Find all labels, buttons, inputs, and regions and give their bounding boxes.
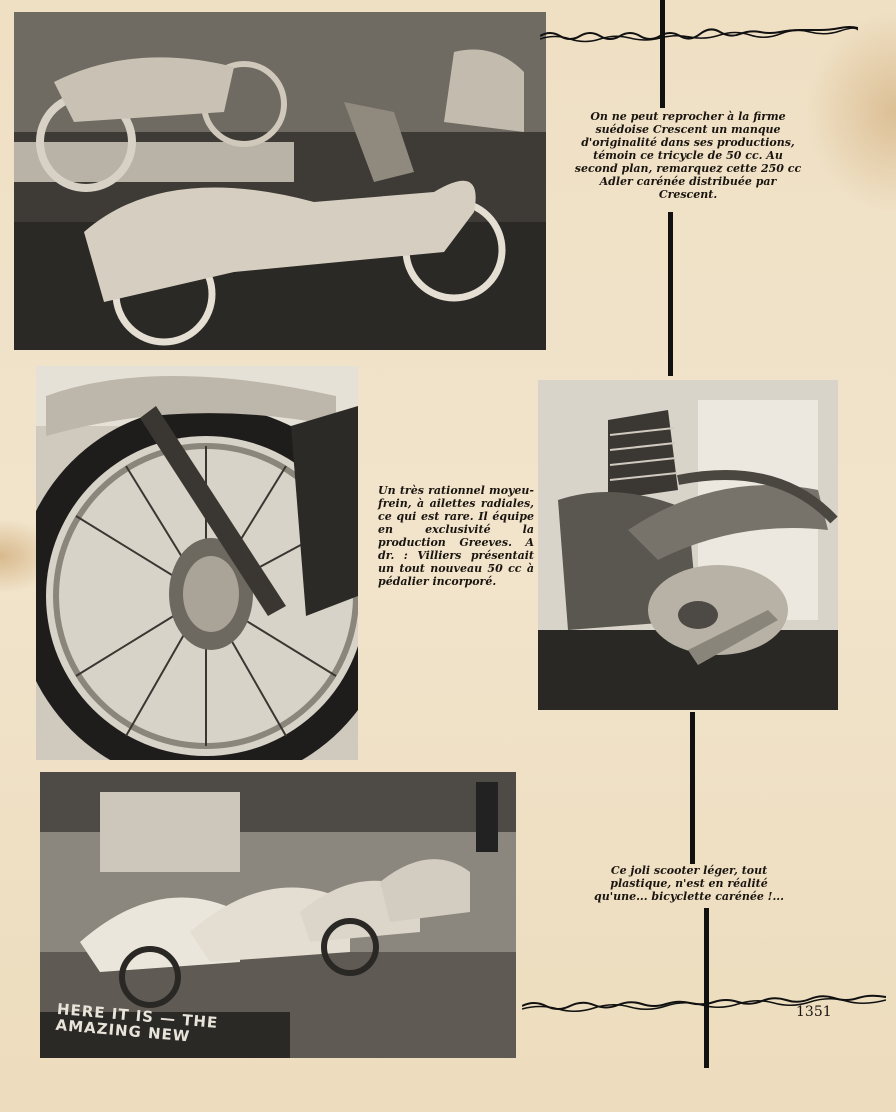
wavy-rule-top <box>540 22 858 46</box>
page-number: 1351 <box>796 1004 832 1020</box>
vertical-rule-foot <box>704 908 709 1068</box>
vertical-rule-top <box>660 0 665 108</box>
tricycle-photo <box>14 12 546 350</box>
caption-plastic-scooter: Ce joli scooter léger, tout plastique, n'est en réalité qu'une... bicyclette carénée !... <box>594 864 784 903</box>
vertical-rule-mid <box>668 212 673 376</box>
villiers-engine-photo <box>538 380 838 710</box>
hub-brake-photo <box>36 366 358 760</box>
caption-greeves-hub-brake: Un très rationnel moyeu-frein, à ailettes radiales, ce qui est rare. Il équipe en exclusivité la production Greeves. A dr. : Villiers présentait un tout nouveau 50 cc à pédalier incorporé. <box>378 484 534 588</box>
caption-crescent-tricycle: On ne peut reprocher à la firme suédoise Crescent un manque d'originalité dans ses productions, témoin ce tricycle de 50 cc. Au second plan, remarquez cette 250 cc Adler carénée distribuée par Crescent. <box>574 110 802 201</box>
vertical-rule-bottom <box>690 712 695 864</box>
plastic-scooter-photo <box>40 772 516 1058</box>
display-sign-text: HERE IT IS — THE AMAZING NEW <box>54 999 219 1046</box>
